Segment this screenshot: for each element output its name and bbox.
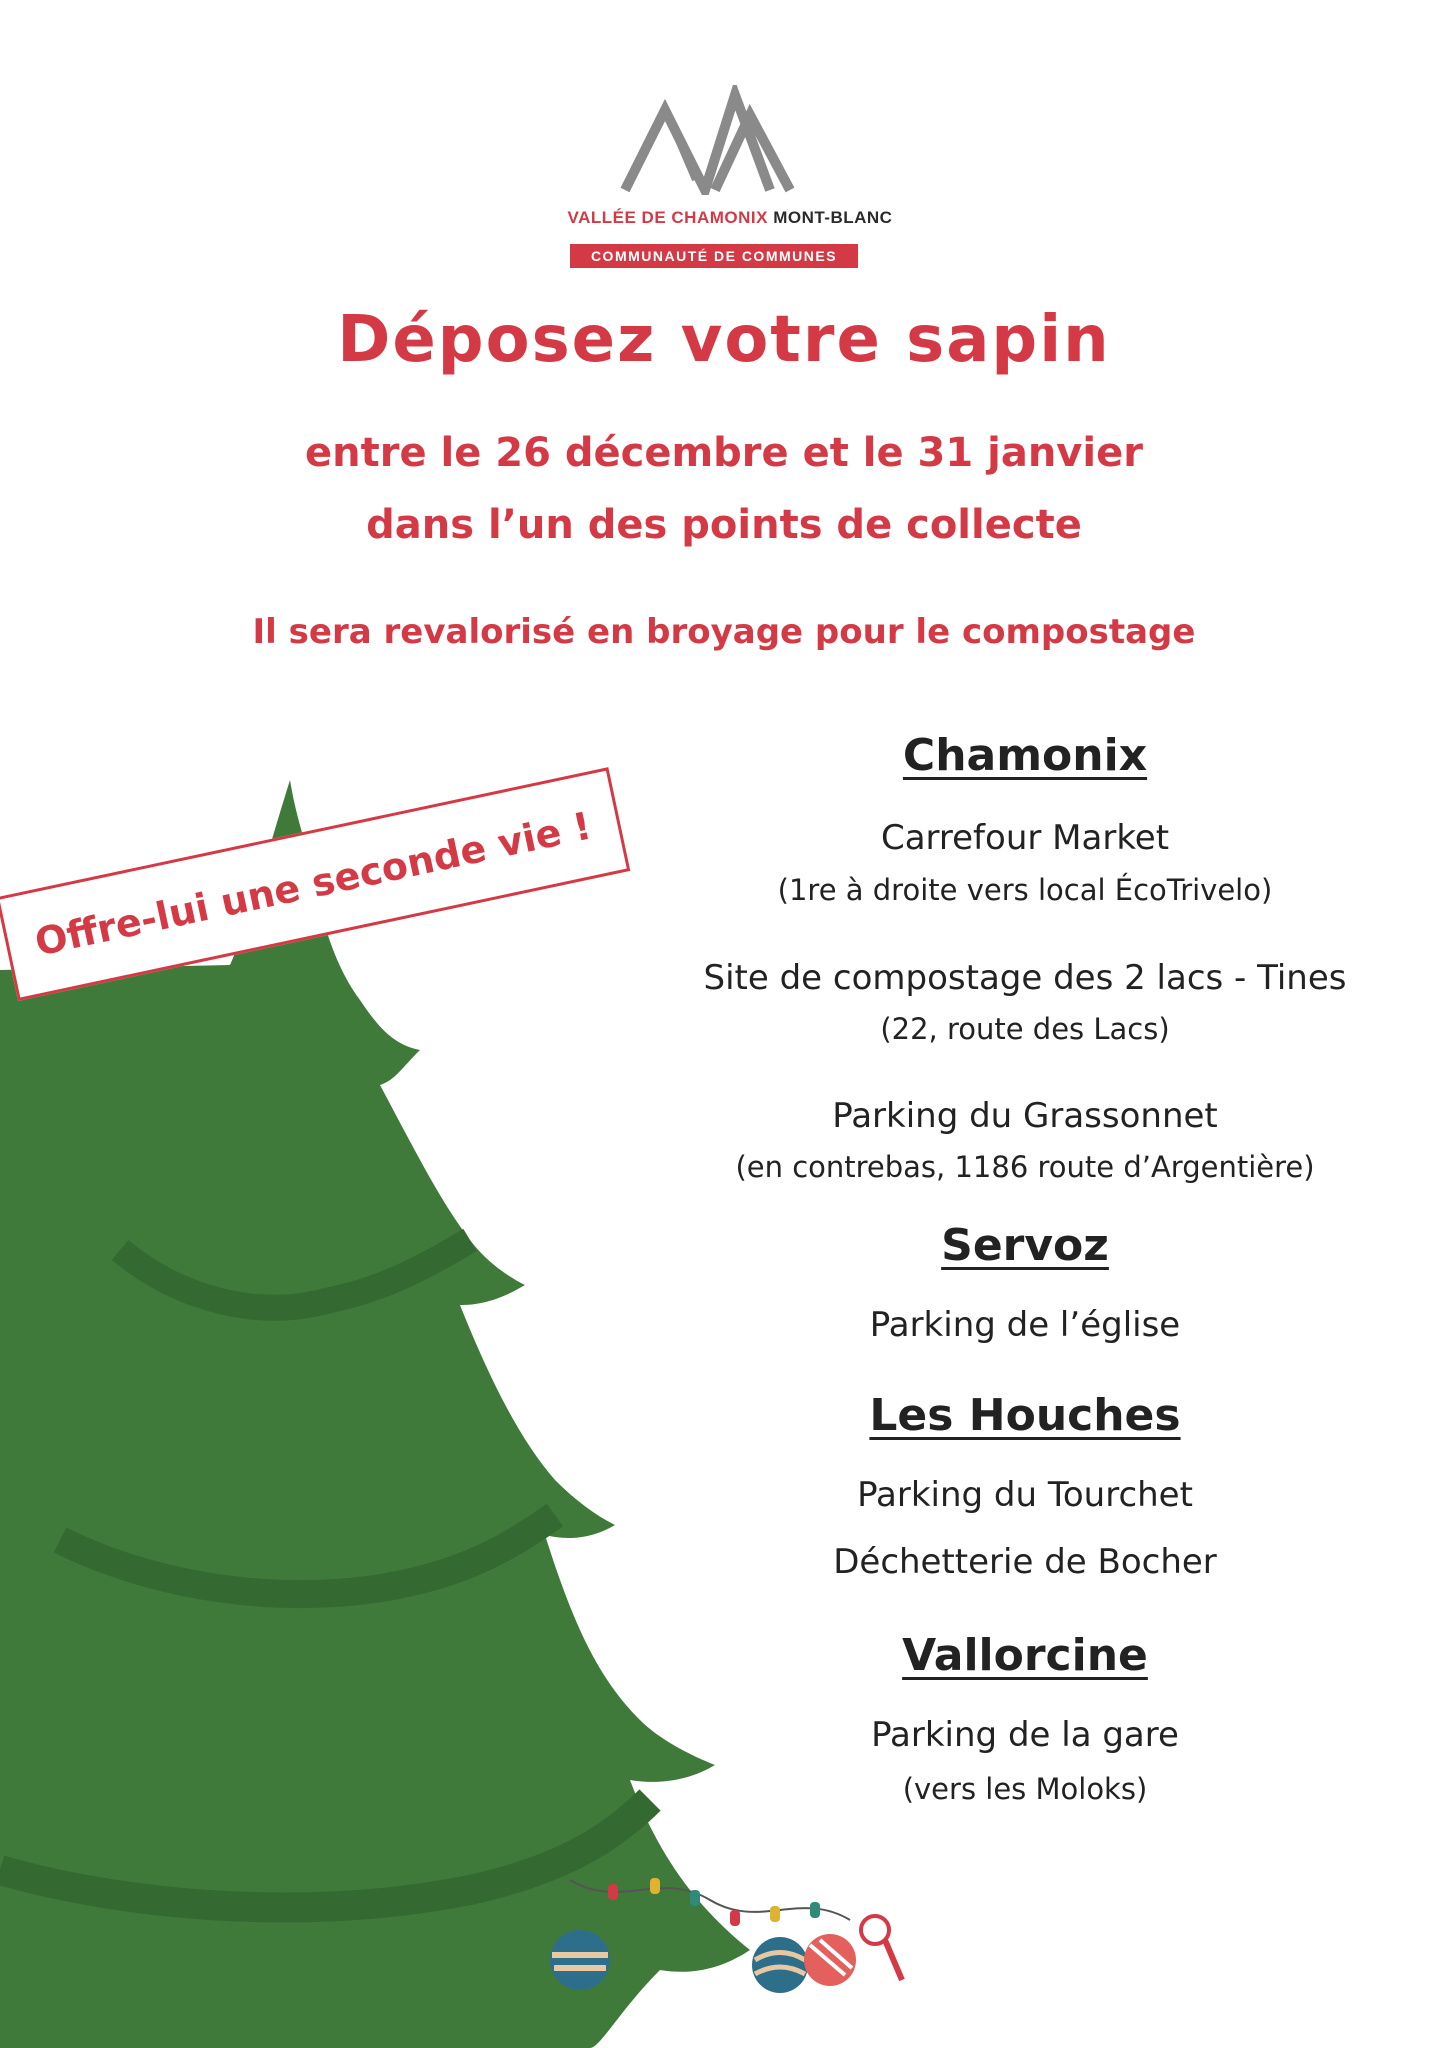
location-item: Déchetterie de Bocher [833, 1542, 1217, 1582]
location-item: Parking du Grassonnet [832, 1096, 1218, 1136]
brand-name-red: VALLÉE DE CHAMONIX [567, 208, 768, 227]
location-note: (1re à droite vers local ÉcoTrivelo) [777, 873, 1273, 907]
banner: Offre-lui une seconde vie ! [0, 767, 630, 1001]
brand-name [400, 208, 1060, 228]
location-note: (22, route des Lacs) [880, 1012, 1170, 1046]
location-heading-servoz: Servoz [941, 1220, 1109, 1271]
location-item: Site de compostage des 2 lacs - Tines [703, 958, 1347, 998]
tagline: Il sera revalorisé en broyage pour le compostage [252, 612, 1196, 652]
location-note: (en contrebas, 1186 route d’Argentière) [735, 1150, 1315, 1184]
page-title: Déposez votre sapin [337, 303, 1111, 377]
location-heading-chamonix: Chamonix [902, 730, 1148, 781]
location-note: (vers les Moloks) [902, 1772, 1148, 1806]
location-item: Parking de l’église [869, 1305, 1181, 1345]
collect-line: dans l’un des points de collecte [366, 502, 1082, 548]
location-heading-les-houches: Les Houches [869, 1390, 1181, 1441]
brand-subtitle: COMMUNAUTÉ DE COMMUNES [570, 244, 858, 268]
location-item: Parking de la gare [871, 1715, 1179, 1755]
location-item: Parking du Tourchet [857, 1475, 1193, 1515]
date-line: entre le 26 décembre et le 31 janvier [305, 430, 1143, 476]
christmas-ornaments-icon [540, 1850, 940, 2020]
location-item: Carrefour Market [880, 818, 1170, 858]
location-heading-vallorcine: Vallorcine [902, 1630, 1148, 1681]
brand-name-dark: MONT-BLANC [773, 208, 893, 227]
mountains-logo-icon [620, 85, 810, 195]
